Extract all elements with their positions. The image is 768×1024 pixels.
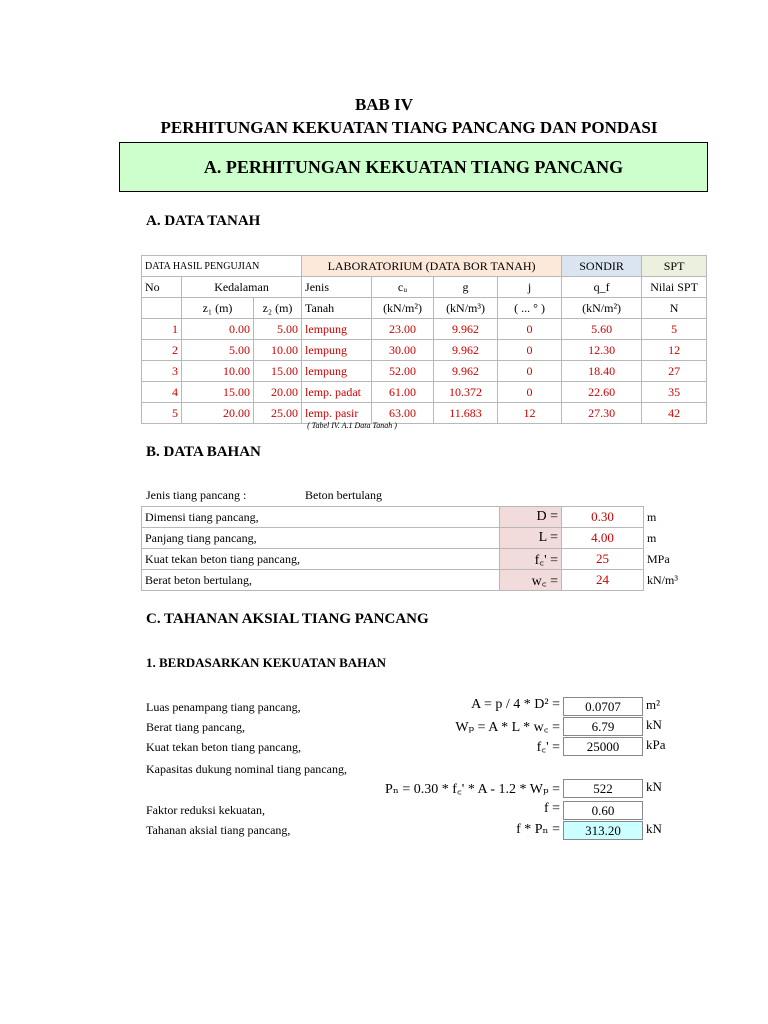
- col-g-unit: (kN/m³): [434, 298, 498, 319]
- cell-z1: 10.00: [182, 361, 254, 382]
- berat-formula: Wₚ = A * L * w꜀ =: [455, 720, 560, 735]
- cell-g: 9.962: [434, 319, 498, 340]
- col-qf-unit: (kN/m²): [562, 298, 642, 319]
- cell-cu: 63.00: [372, 403, 434, 424]
- row-label: Dimensi tiang pancang,: [142, 507, 500, 528]
- cell-qf: 12.30: [562, 340, 642, 361]
- table-row: [142, 361, 707, 382]
- cell-n: 27: [642, 361, 707, 382]
- row-unit: m: [647, 509, 657, 524]
- kuat-unit: kPa: [646, 737, 666, 752]
- col-g: g: [434, 277, 498, 298]
- cell-z2: 25.00: [254, 403, 302, 424]
- cell-no: 1: [142, 319, 182, 340]
- cell-z1: 0.00: [182, 319, 254, 340]
- table-caption: ( Tabel IV. A.1 Data Tanah ): [307, 421, 397, 430]
- kapasitas-label: Kapasitas dukung nominal tiang pancang,: [146, 762, 347, 776]
- header-lab: LABORATORIUM (DATA BOR TANAH): [302, 256, 562, 277]
- soil-data-table: [141, 255, 707, 424]
- berat-label: Berat tiang pancang,: [146, 720, 245, 734]
- luas-formula: A = p / 4 * D² =: [471, 697, 560, 712]
- section-banner: A. PERHITUNGAN KEKUATAN TIANG PANCANG: [119, 142, 708, 192]
- cell-n: 5: [642, 319, 707, 340]
- row-label: Panjang tiang pancang,: [142, 528, 500, 549]
- cell-cu: 61.00: [372, 382, 434, 403]
- col-z2: z₂ (m): [254, 298, 302, 319]
- header-sondir: SONDIR: [562, 256, 642, 277]
- row-value: 0.30: [562, 507, 644, 528]
- berat-value: 6.79: [563, 717, 643, 736]
- cell-n: 35: [642, 382, 707, 403]
- cell-g: 9.962: [434, 361, 498, 382]
- table-row: [142, 382, 707, 403]
- cell-jenis: lempung: [302, 361, 372, 382]
- table-row: [142, 507, 704, 528]
- jenis-value: Beton bertulang: [305, 488, 382, 502]
- row-unit: kN/m³: [647, 572, 678, 587]
- tahanan-value: 313.20: [563, 821, 643, 840]
- cell-n: 12: [642, 340, 707, 361]
- col-qf: q_f: [562, 277, 642, 298]
- cell-g: 9.962: [434, 340, 498, 361]
- row-label: Kuat tekan beton tiang pancang,: [142, 549, 500, 570]
- cell-g: 10.372: [434, 382, 498, 403]
- cell-z2: 5.00: [254, 319, 302, 340]
- col-spt-unit: N: [642, 298, 707, 319]
- cell-jenis: lempung: [302, 340, 372, 361]
- kuat-label: Kuat tekan beton tiang pancang,: [146, 740, 301, 754]
- material-table: [141, 506, 704, 591]
- cell-n: 42: [642, 403, 707, 424]
- cell-z1: 15.00: [182, 382, 254, 403]
- tahanan-unit: kN: [646, 821, 662, 836]
- cell-jenis: lemp. padat: [302, 382, 372, 403]
- luas-label: Luas penampang tiang pancang,: [146, 700, 301, 714]
- row-symbol: f꜀' =: [500, 549, 562, 570]
- chapter-title: PERHITUNGAN KEKUATAN TIANG PANCANG DAN PONDASI: [160, 118, 658, 137]
- cell-jenis: lempung: [302, 319, 372, 340]
- kuat-value: 25000: [563, 737, 643, 756]
- col-no: No: [142, 277, 182, 298]
- cell-cu: 52.00: [372, 361, 434, 382]
- col-kedalaman: Kedalaman: [182, 277, 302, 298]
- cell-no: 4: [142, 382, 182, 403]
- table-row: [142, 549, 704, 570]
- section-b-title: B. DATA BAHAN: [146, 444, 261, 460]
- berat-unit: kN: [646, 717, 662, 732]
- subsection-title: 1. BERDASARKAN KEKUATAN BAHAN: [146, 655, 387, 670]
- col-cu: cᵤ: [372, 277, 434, 298]
- col-z1: z₁ (m): [182, 298, 254, 319]
- cell-no: 3: [142, 361, 182, 382]
- cell-z1: 20.00: [182, 403, 254, 424]
- cell-z2: 15.00: [254, 361, 302, 382]
- cell-qf: 22.60: [562, 382, 642, 403]
- cell-jenis: lemp. pasir: [302, 403, 372, 424]
- row-label: Berat beton bertulang,: [142, 570, 500, 591]
- header-spt: SPT: [642, 256, 707, 277]
- cell-j: 0: [498, 319, 562, 340]
- luas-value: 0.0707: [563, 697, 643, 716]
- faktor-label: Faktor reduksi kekuatan,: [146, 803, 265, 817]
- row-symbol: D =: [500, 507, 562, 528]
- faktor-formula: f =: [543, 801, 560, 816]
- cell-z1: 5.00: [182, 340, 254, 361]
- table-row: [142, 570, 704, 591]
- cell-cu: 23.00: [372, 319, 434, 340]
- luas-unit: m²: [646, 697, 661, 712]
- kapasitas-formula: Pₙ = 0.30 * f꜀' * A - 1.2 * Wₚ =: [385, 782, 560, 797]
- col-j: j: [498, 277, 562, 298]
- faktor-value: 0.60: [563, 801, 643, 820]
- row-symbol: L =: [500, 528, 562, 549]
- jenis-label: Jenis tiang pancang :: [146, 488, 247, 502]
- cell-j: 0: [498, 340, 562, 361]
- row-value: 24: [562, 570, 644, 591]
- header-data-label: DATA HASIL PENGUJIAN: [142, 256, 302, 277]
- col-j-unit: ( ... ° ): [498, 298, 562, 319]
- table-row: [142, 340, 707, 361]
- section-c-title: C. TAHANAN AKSIAL TIANG PANCANG: [146, 611, 429, 627]
- cell-qf: 5.60: [562, 319, 642, 340]
- row-unit: m: [647, 530, 657, 545]
- row-unit: MPa: [647, 551, 670, 566]
- blank-cell: [142, 298, 182, 319]
- cell-no: 5: [142, 403, 182, 424]
- cell-cu: 30.00: [372, 340, 434, 361]
- cell-no: 2: [142, 340, 182, 361]
- col-spt: Nilai SPT: [642, 277, 707, 298]
- cell-z2: 10.00: [254, 340, 302, 361]
- col-tanah: Tanah: [302, 298, 372, 319]
- row-value: 25: [562, 549, 644, 570]
- cell-j: 0: [498, 361, 562, 382]
- row-symbol: w꜀ =: [500, 570, 562, 591]
- cell-j: 12: [498, 403, 562, 424]
- chapter-label: BAB IV: [354, 95, 414, 114]
- kapasitas-value: 522: [563, 779, 643, 798]
- kapasitas-unit: kN: [646, 779, 662, 794]
- table-row: [142, 319, 707, 340]
- tahanan-label: Tahanan aksial tiang pancang,: [146, 823, 291, 837]
- table-row: [142, 528, 704, 549]
- cell-qf: 18.40: [562, 361, 642, 382]
- section-a-title: A. DATA TANAH: [146, 213, 261, 229]
- cell-qf: 27.30: [562, 403, 642, 424]
- col-cu-unit: (kN/m²): [372, 298, 434, 319]
- row-value: 4.00: [562, 528, 644, 549]
- cell-z2: 20.00: [254, 382, 302, 403]
- kuat-formula: f꜀' =: [536, 740, 560, 755]
- cell-g: 11.683: [434, 403, 498, 424]
- cell-j: 0: [498, 382, 562, 403]
- col-jenis: Jenis: [302, 277, 372, 298]
- tahanan-formula: f * Pₙ =: [516, 822, 560, 837]
